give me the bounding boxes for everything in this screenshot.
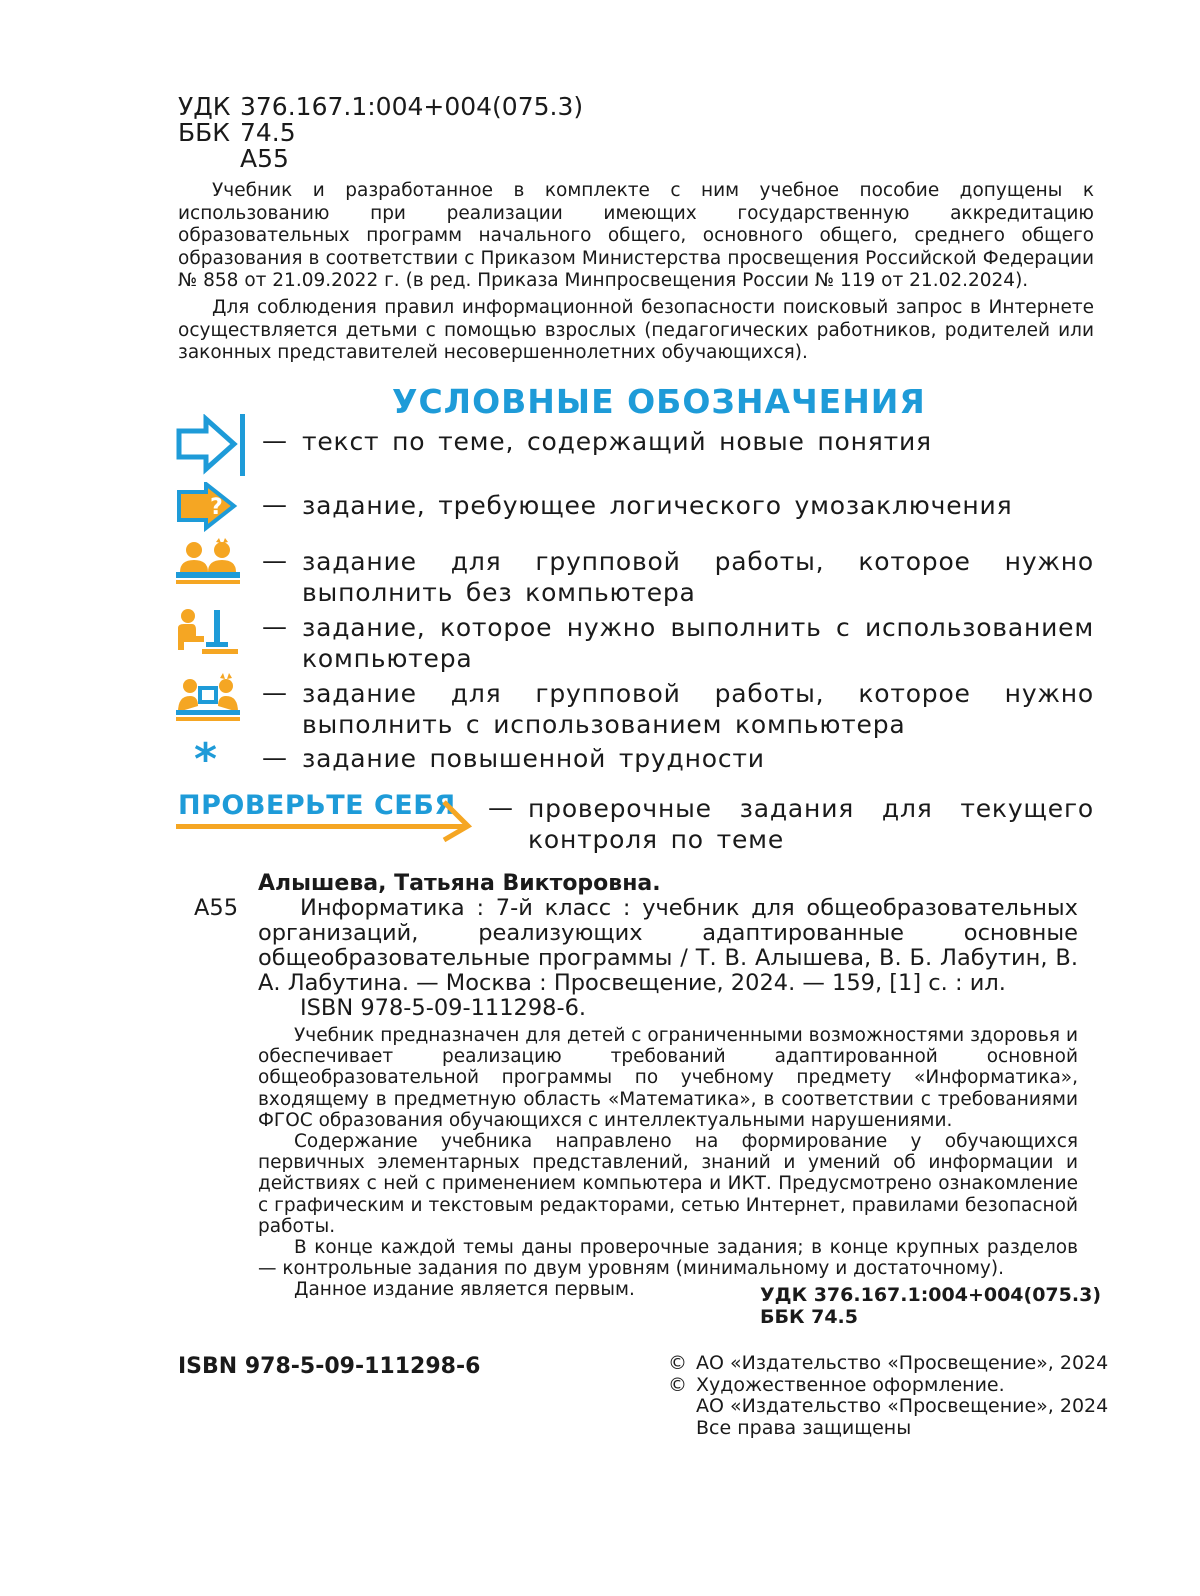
annotation-paragraph: Учебник предназначен для детей с ограниченными возможностями здоровья и обеспечивает реализацию требований адаптированной основной общеобразовательной программы по учебному предмету «Информатика», входящему в предметную область «Математика», в соответствии с требованиями ФГОС образования обучающихся с интеллектуальными нарушениями. [258, 1025, 1078, 1131]
arrow-right-icon [176, 414, 248, 476]
author-heading: Алышева, Татьяна Викторовна. [258, 871, 661, 896]
bbk-value: 74.5 [240, 118, 296, 147]
legend-item-text: текст по теме, содержащий новые понятия [302, 427, 932, 456]
legend-dash: — [262, 678, 287, 707]
legend-dash: — [262, 612, 287, 641]
udk-bbk-bottom: УДК 376.167.1:004+004(075.3) ББК 74.5 [760, 1284, 1101, 1328]
udk-value: 376.167.1:004+004(075.3) [240, 92, 584, 121]
annotation-paragraph: Данное издание является первым. [294, 1279, 635, 1301]
annotation [258, 1025, 1078, 1301]
legend-item-text: задание, требующее логического умозаключения [302, 491, 1013, 520]
check-arrow-icon [176, 798, 476, 844]
udk-label: УДК [178, 92, 231, 121]
safety-paragraph: Для соблюдения правил информационной безопасности поисковый запрос в Интернете осуществляется детьми с помощью взрослых (педагогических работников, родителей или законных представителей несовершеннолетних обучающихся). [178, 297, 1094, 363]
legend-dash: — [262, 426, 287, 455]
legend-item-text: задание, которое нужно выполнить с использованием компьютера [302, 613, 1094, 673]
author-mark: А55 [240, 144, 289, 173]
annotation-paragraph: Содержание учебника направлено на формирование у обучающихся первичных элементарных представлений, знаний и умений об информации и действиях с ней с применением компьютера и ИКТ. Предусмотрено ознакомление с графическим и текстовым редакторами, сетью Интернет, правилами безопасной работы. [258, 1131, 1078, 1237]
footer-isbn: ISBN 978-5-09-111298-6 [178, 1354, 481, 1379]
bib-author-mark: А55 [194, 895, 239, 921]
legend-item-text: задание для групповой работы, которое нужно выполнить без компьютера [302, 547, 1094, 607]
annotation-paragraph: В конце каждой темы даны проверочные задания; в конце крупных разделов — контрольные задания по двум уровням (минимальному и достаточному). [258, 1237, 1078, 1280]
catalog-block [178, 94, 583, 172]
approval-paragraph: Учебник и разработанное в комплекте с ним учебное пособие допущены к использованию при реализации имеющих государственную аккредитацию образовательных программ начального общего, основного общего, среднего общего образования в соответствии с Приказом Министерства просвещения Российской Федерации № 858 от 21.09.2022 г. (в ред. Приказа Минпросвещения России № 119 от 21.02.2024). [178, 180, 1094, 291]
computer-work-icon [176, 606, 240, 656]
group-work-icon [176, 538, 240, 586]
svg-text:?: ? [210, 495, 223, 520]
check-yourself-label: ПРОВЕРЬТЕ СЕБЯ [178, 790, 456, 821]
group-computer-icon [176, 672, 240, 722]
legend-title: УСЛОВНЫЕ ОБОЗНАЧЕНИЯ [392, 382, 926, 421]
legend-dash: — [488, 793, 513, 822]
legend-item-text: задание повышенной трудности [302, 744, 765, 773]
legend-dash: — [262, 546, 287, 575]
bib-isbn: ISBN 978-5-09-111298-6. [300, 995, 587, 1021]
asterisk-icon: * [194, 734, 218, 785]
bbk-label: ББК [178, 118, 231, 147]
legend-item-text: задание для групповой работы, которое нужно выполнить с использованием компьютера [302, 679, 1094, 739]
check-yourself-text: проверочные задания для текущего контроля по теме [528, 794, 1094, 854]
legend-dash: — [262, 490, 287, 519]
bib-description: Информатика : 7-й класс : учебник для общеобразовательных организаций, реализующих адаптированные основные общеобразовательные программы / Т. В. Алышева, В. Б. Лабутин, В. А. Лабутина. — Москва : Просвещение, 2024. — 159, [1] с. : ил. [258, 895, 1078, 996]
question-arrow-icon [176, 482, 238, 532]
copyright-block: © АО «Издательство «Просвещение», 2024 © Художественное оформление. АО «Издательство «Просвещение», 2024 Все права защищены [668, 1352, 1109, 1439]
legend-dash: — [262, 743, 287, 772]
